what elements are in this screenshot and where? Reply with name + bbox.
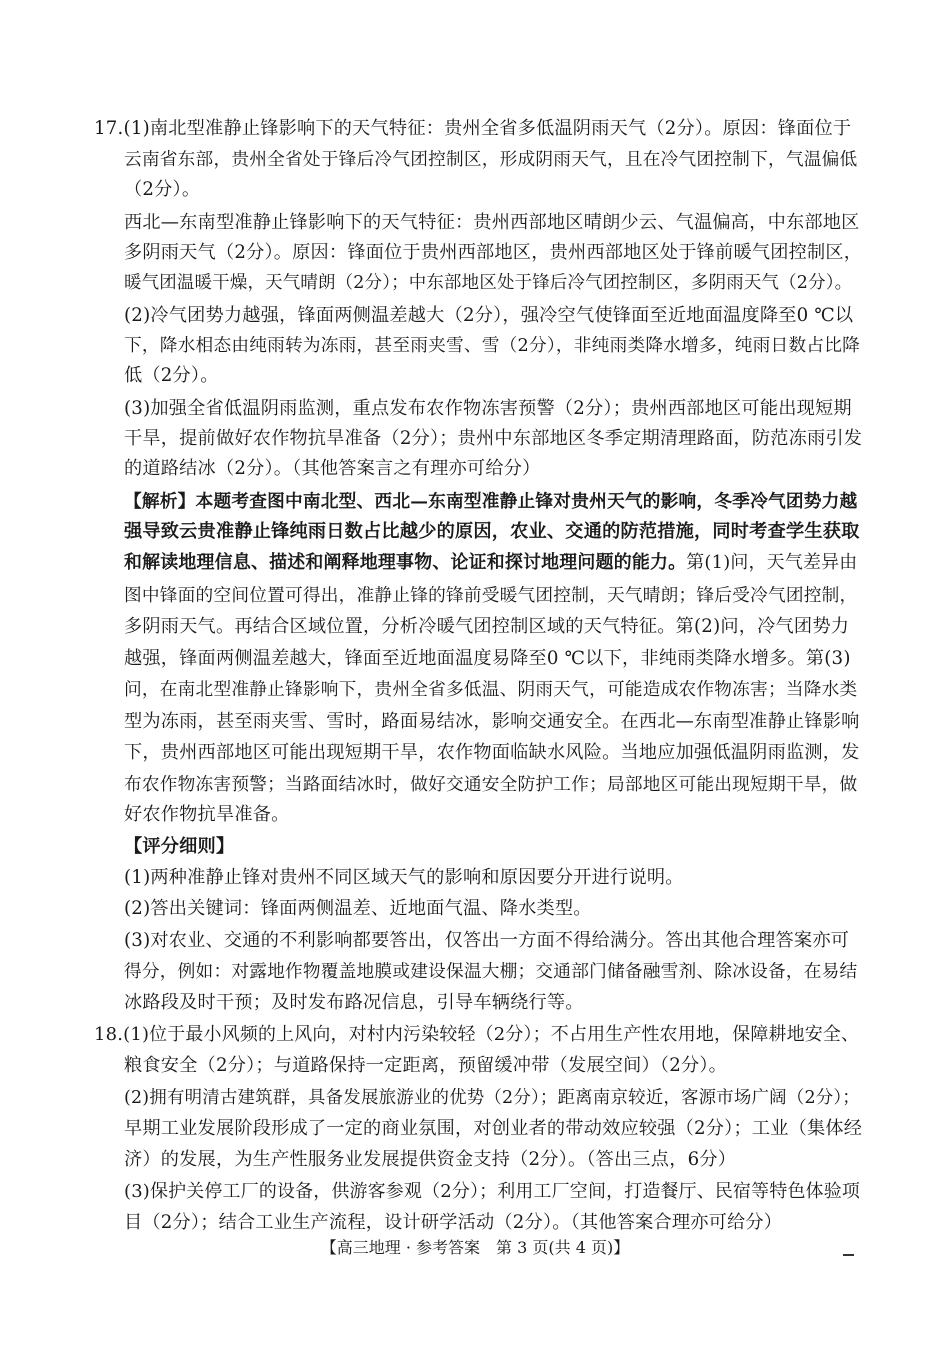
analysis-line: 和解读地理信息、描述和阐释地理事物、论证和探讨地理问题的能力。第(1)问，天气差异由 (124, 552, 858, 573)
q18-number: 18. (94, 1024, 124, 1045)
analysis-line: 布农作物冻害预警；当路面结冰时，做好交通安全防护工作；局部地区可能出现短期干旱，做 (124, 775, 858, 795)
corner-mark (843, 1254, 854, 1256)
q18-line: 目（2分）；结合工业生产流程，设计研学活动（2分）。（其他答案合理亦可给分） (124, 1212, 783, 1233)
analysis-line: 问，在南北型准静止锋影响下，贵州全省多低温、阴雨天气，可能造成农作物冻害；当降水类 (124, 680, 858, 700)
q18-line: 济）的发展，为生产性服务业发展提供资金支持（2分）。（答出三点，6分） (124, 1149, 737, 1170)
q17-line: 多阴雨天气（2分）。原因：锋面位于贵州西部地区，贵州西部地区处于锋前暖气团控制区， (124, 242, 863, 263)
rubric-item: (3)对农业、交通的不利影响都要答出，仅答出一方面不得给满分。答出其他合理答案亦可 (124, 930, 850, 951)
q17-line: 干旱，提前做好农作物抗旱准备（2分）；贵州中东部地区冬季定期清理路面，防范冻雨引发 (124, 428, 863, 449)
q17-line: 下，降水相态由纯雨转为冻雨，甚至雨夹雪、雪（2分），非纯雨类降水增多，纯雨日数占比降 (124, 336, 860, 356)
q18-line: (3)保护关停工厂的设备，供游客参观（2分）；利用工厂空间，打造餐厅、民宿等特色体验项 (124, 1181, 861, 1202)
q17-line: (3)加强全省低温阴雨监测，重点发布农作物冻害预警（2分）；贵州西部地区可能出现短期 (124, 398, 852, 419)
analysis-line: 【解析】本题考查图中南北型、西北—东南型准静止锋对贵州天气的影响，冬季冷气团势力越 (124, 491, 858, 512)
analysis-line: 多阴雨天气。再结合区域位置，分析冷暖气团控制区域的天气特征。第(2)问，冷气团势力 (124, 616, 850, 637)
q17-line: 的道路结冰（2分）。（其他答案言之有理亦可给分） (124, 458, 541, 479)
analysis-line: 好农作物抗旱准备。 (124, 804, 290, 825)
analysis-line: 型为冻雨，甚至雨夹雪、雪时，路面易结冰，影响交通安全。在西北—东南型准静止锋影响 (124, 711, 860, 732)
q17-line: (2)冷气团势力越强，锋面两侧温差越大（2分），强冷空气使锋面至近地面温度降至0 ℃以 (124, 305, 854, 326)
analysis-line: 强导致云贵准静止锋纯雨日数占比越少的原因，农业、交通的防范措施，同时考查学生获取 (124, 521, 860, 542)
q17-line: 云南省东部，贵州全省处于锋后冷气团控制区，形成阴雨天气，且在冷气团控制下，气温偏低 (124, 150, 858, 170)
q17-line: 低（2分）。 (124, 365, 219, 386)
q17-line: 17.(1)南北型准静止锋影响下的天气特征：贵州全省多低温阴雨天气（2分）。原因：锋面位于 (94, 118, 852, 139)
q18-line: 粮食安全（2分）；与道路保持一定距离，预留缓冲带（发展空间）（2分）。 (124, 1055, 728, 1076)
q17-line: 西北—东南型准静止锋影响下的天气特征：贵州西部地区晴朗少云、气温偏高，中东部地区 (124, 212, 860, 233)
q17-line: （2分）。 (124, 179, 201, 200)
analysis-line: 越强，锋面两侧温差越大，锋面至近地面温度易降至0 ℃以下，非纯雨类降水增多。第(3) (124, 648, 851, 669)
page-footer: 【高三地理 · 参考答案 第 3 页(共 4 页)】 (320, 1238, 630, 1257)
rubric-item: 冰路段及时干预；及时发布路况信息，引导车辆绕行等。 (124, 992, 584, 1013)
q18-line: 18.(1)位于最小风频的上风向，对村内污染较轻（2分）；不占用生产性农用地，保障耕地安全、 (94, 1024, 860, 1045)
q17-number: 17. (94, 118, 124, 139)
analysis-line: 图中锋面的空间位置可得出，准静止锋的锋前受暖气团控制，天气晴朗；锋后受冷气团控制， (124, 586, 858, 606)
rubric-item: (2)答出关键词：锋面两侧温差、近地面气温、降水类型。 (124, 898, 592, 919)
q18-line: 早期工业发展阶段形成了一定的商业氛围，对创业者的带动效应较强（2分）；工业（集体经 (124, 1118, 863, 1139)
q17-line: 暖气团温暖干燥，天气晴朗（2分）；中东部地区处于锋后冷气团控制区，多阴雨天气（2分）。 (124, 273, 853, 293)
rubric-item: 得分，例如：对露地作物覆盖地膜或建设保温大棚；交通部门储备融雪剂、除冰设备，在易结 (124, 962, 858, 982)
rubric-title: 【评分细则】 (124, 836, 235, 857)
q18-line: (2)拥有明清古建筑群，具备发展旅游业的优势（2分）；距离南京较近，客源市场广阔（2分）； (124, 1088, 860, 1108)
analysis-line: 下，贵州西部地区可能出现短期干旱，农作物面临缺水风险。当地应加强低温阴雨监测，发 (124, 742, 860, 763)
rubric-item: (1)两种准静止锋对贵州不同区域天气的影响和原因要分开进行说明。 (124, 867, 684, 888)
